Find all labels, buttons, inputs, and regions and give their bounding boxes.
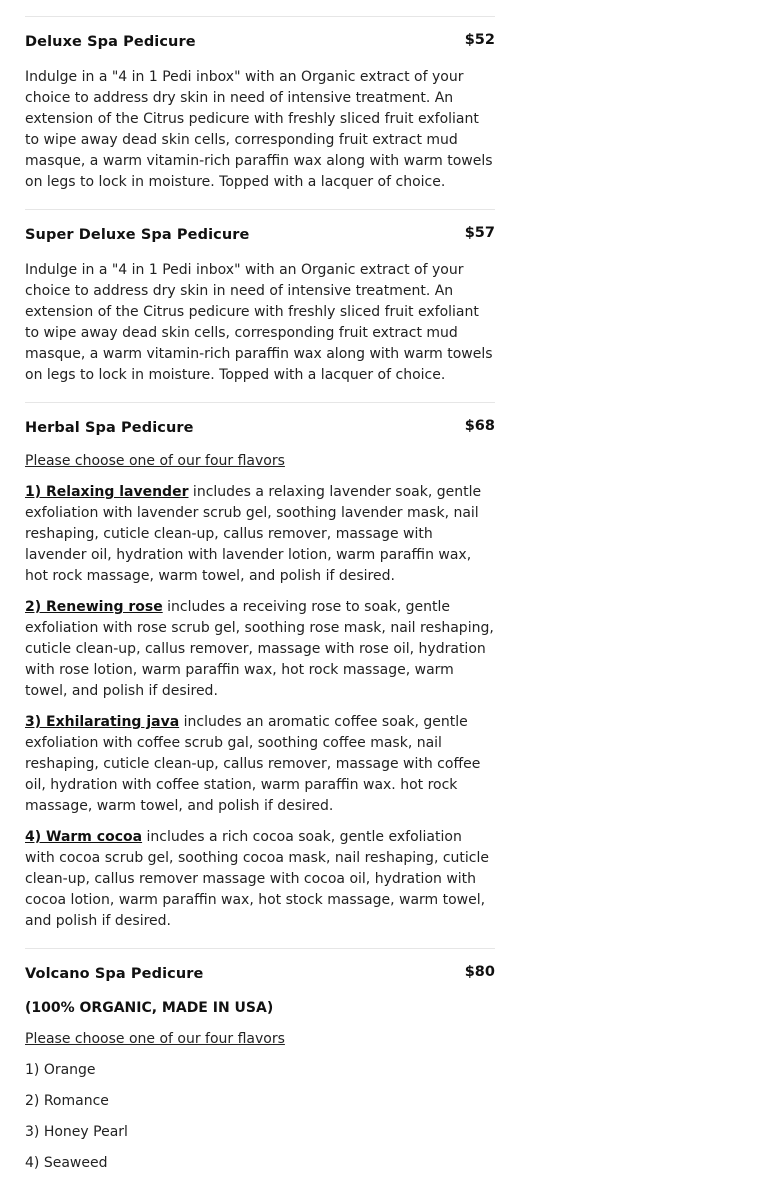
menu-item-price: $52 (464, 32, 495, 48)
menu-item-price: $57 (464, 225, 495, 241)
menu-item-name: Volcano Spa Pedicure (25, 966, 204, 982)
flavor-title: 3) Exhilarating java (25, 714, 180, 730)
flavor-romance: 2) Romance (25, 1093, 109, 1109)
volcano-flavors (25, 998, 495, 1174)
flavor-title: 2) Renewing rose (25, 599, 163, 615)
flavor-title: 1) Relaxing lavender (25, 484, 189, 500)
flavor-description: includes a relaxing lavender soak, gentle exfoliation with lavender scrub gel, soothing lavender mask, nail reshaping, cuticle clean-up, callus remover, massage with lavender oil, hydration with lavender lotion, warm paraffin wax, hot rock massage, warm towel, and polish if desired. (25, 484, 482, 584)
pedicure-menu (25, 0, 495, 1184)
flavor-java (25, 712, 495, 817)
menu-item-price: $80 (464, 964, 495, 980)
flavor-orange: 1) Orange (25, 1062, 96, 1078)
menu-item-header (25, 17, 495, 50)
menu-item-volcano-spa-pedicure (25, 948, 495, 1174)
flavor-intro: Please choose one of our four flavors (25, 453, 285, 469)
menu-item-description: Indulge in a "4 in 1 Pedi inbox" with an Organic extract of your choice to address dry skin in need of intensive treatment. An extension of the Citrus pedicure with freshly sliced fruit exfoliant to wipe away dead skin cells, corresponding fruit extract mud masque, a warm vitamin-rich paraffin wax along with warm towels on legs to lock in moisture. Topped with a lacquer of choice. (25, 69, 493, 190)
flavor-description: includes a rich cocoa soak, gentle exfoliation with cocoa scrub gel, soothing cocoa mask, nail reshaping, cuticle clean-up, callus remover massage with cocoa oil, hydration with cocoa lotion, warm paraffin wax, hot stock massage, warm towel, and polish if desired. (25, 829, 489, 929)
menu-item-price: $68 (464, 418, 495, 434)
flavor-description: includes a receiving rose to soak, gentle exfoliation with rose scrub gel, soothing rose mask, nail reshaping, cuticle clean-up, callus remover, massage with rose oil, hydration with rose lotion, warm paraffin wax, hot rock massage, warm towel, and polish if desired. (25, 599, 494, 699)
flavor-lavender (25, 482, 495, 587)
menu-item-deluxe-spa-pedicure (25, 16, 495, 193)
menu-item-herbal-spa-pedicure (25, 402, 495, 948)
flavor-cocoa (25, 827, 495, 932)
flavor-seaweed: 4) Seaweed (25, 1155, 108, 1171)
menu-item-header (25, 210, 495, 243)
menu-item-header (25, 949, 495, 982)
menu-item-header (25, 403, 495, 436)
flavor-title: 4) Warm cocoa (25, 829, 143, 845)
menu-item-description: Indulge in a "4 in 1 Pedi inbox" with an Organic extract of your choice to address dry skin in need of intensive treatment. An extension of the Citrus pedicure with freshly sliced fruit exfoliant to wipe away dead skin cells, corresponding fruit extract mud masque, a warm vitamin-rich paraffin wax along with warm towels on legs to lock in moisture. Topped with a lacquer of choice. (25, 262, 493, 383)
flavor-rose (25, 597, 495, 702)
menu-item-name: Super Deluxe Spa Pedicure (25, 227, 250, 243)
flavor-intro: Please choose one of our four flavors (25, 1031, 285, 1047)
flavor-description: includes an aromatic coffee soak, gentle exfoliation with coffee scrub gal, soothing coffee mask, nail reshaping, cuticle clean-up, callus remover, massage with coffee oil, hydration with coffee station, warm paraffin wax. hot rock massage, warm towel, and polish if desired. (25, 714, 481, 814)
herbal-flavors (25, 451, 495, 948)
flavor-honey-pearl: 3) Honey Pearl (25, 1124, 128, 1140)
menu-item-name: Herbal Spa Pedicure (25, 420, 194, 436)
menu-item-super-deluxe-spa-pedicure (25, 209, 495, 386)
organic-note: (100% ORGANIC, MADE IN USA) (25, 1000, 274, 1016)
menu-item-name: Deluxe Spa Pedicure (25, 34, 196, 50)
